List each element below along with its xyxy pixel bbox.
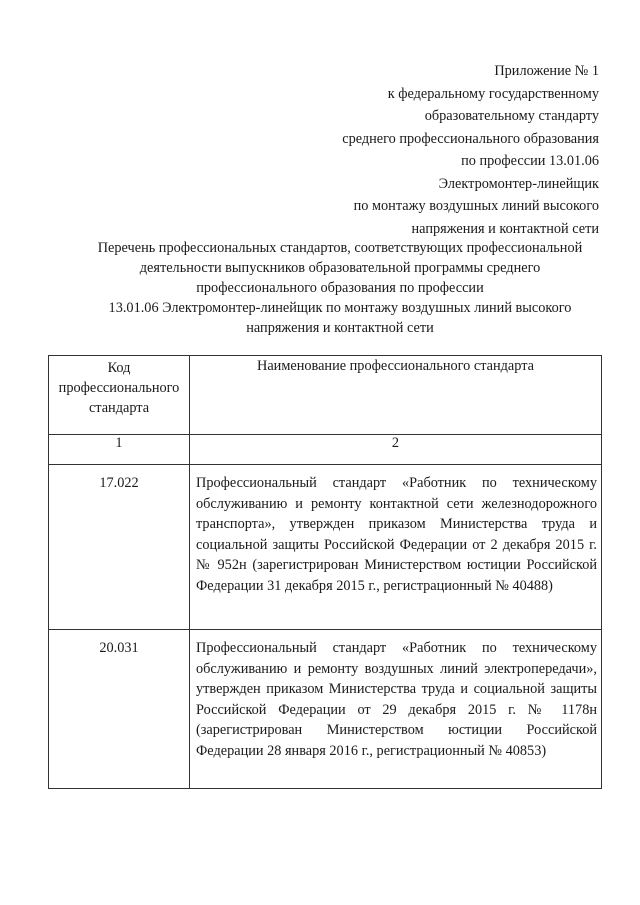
- column-number: 2: [190, 435, 602, 465]
- standard-code: 20.031: [49, 630, 190, 789]
- column-number: 1: [49, 435, 190, 465]
- heading-line: напряжения и контактной сети: [246, 320, 434, 336]
- appendix-line: образовательному стандарту: [424, 108, 599, 124]
- standards-table: [48, 355, 602, 789]
- appendix-line: по монтажу воздушных линий высокого: [353, 198, 599, 214]
- column-number-row: [49, 435, 602, 465]
- name-column-header: Наименование профессионального стандарта: [190, 356, 602, 435]
- appendix-line: среднего профессионального образования: [342, 130, 599, 147]
- standard-name: Профессиональный стандарт «Работник по техническому обслуживанию и ремонту контактной сети железнодорожного транспорта», утвержден приказом Министерства труда и социальной защиты Российской Федерации от 2 декабря 2015 г. № 952н (зарегистрирован Министерством юстиции Российской Федерации 31 декабря 2015 г., регистрационный № 40488): [190, 465, 602, 630]
- table-header-row: [49, 356, 602, 435]
- code-column-header: [49, 356, 190, 435]
- appendix-line: напряжения и контактной сети: [411, 220, 599, 237]
- appendix-block: [342, 60, 599, 240]
- appendix-line: Приложение № 1: [494, 63, 599, 79]
- heading-line: 13.01.06 Электромонтер-линейщик по монтажу воздушных линий высокого: [108, 300, 572, 316]
- appendix-line: по профессии 13.01.06: [461, 153, 599, 169]
- table-row: [49, 465, 602, 630]
- standard-name: Профессиональный стандарт «Работник по техническому обслуживанию и ремонту воздушных линий электропередачи», утвержден приказом Министерства труда и социальной защиты Российской Федерации от 29 декабря 2015 г. № 1178н (зарегистрирован Министерством юстиции Российской Федерации 28 января 2016 г., регистрационный № 40853): [190, 630, 602, 789]
- document-heading: [70, 238, 610, 338]
- heading-line: Перечень профессиональных стандартов, соответствующих профессиональной: [97, 240, 583, 256]
- code-header-line: профессионального: [58, 380, 180, 396]
- standard-code: 17.022: [49, 465, 190, 630]
- code-header-line: стандарта: [88, 400, 150, 416]
- appendix-line: к федеральному государственному: [387, 85, 599, 102]
- appendix-line: Электромонтер-линейщик: [438, 175, 599, 192]
- code-header-line: Код: [107, 360, 131, 376]
- heading-line: деятельности выпускников образовательной программы среднего: [139, 260, 541, 276]
- table-row: [49, 630, 602, 789]
- heading-line: профессионального образования по профессии: [196, 280, 484, 296]
